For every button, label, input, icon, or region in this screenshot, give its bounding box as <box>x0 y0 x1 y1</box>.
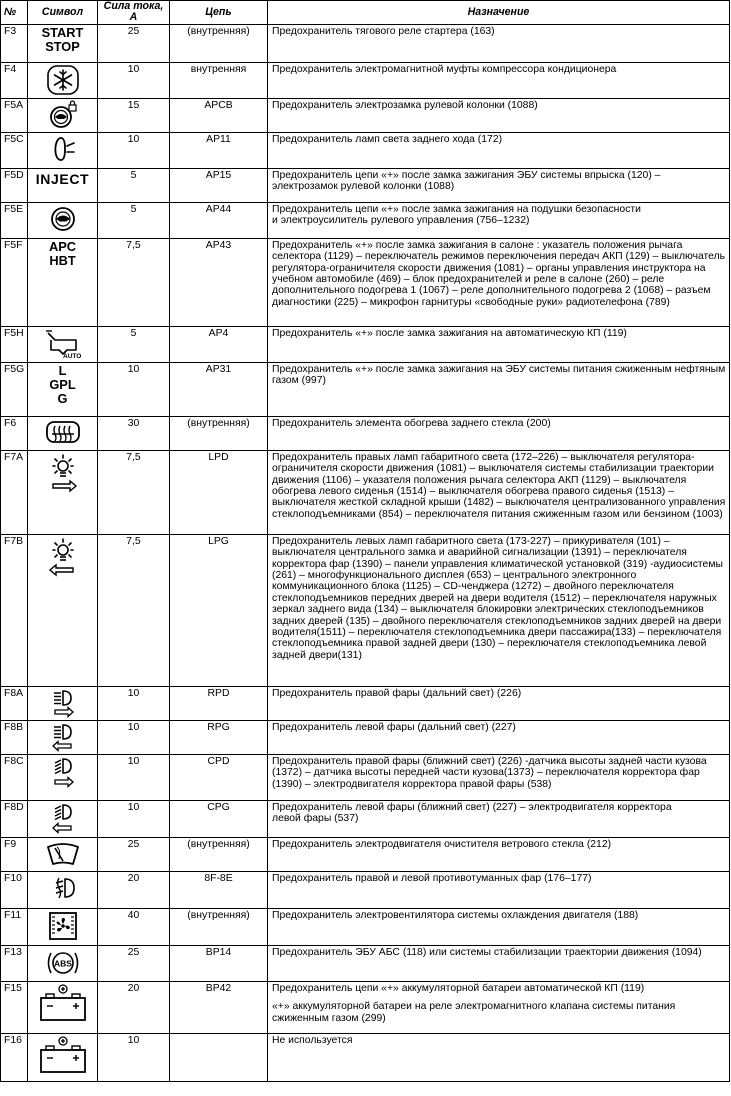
purpose-text: Предохранитель тягового реле стартера (163) <box>268 24 730 62</box>
purpose-text: Предохранитель электровентилятора системы охлаждения двигателя (188) <box>268 908 730 945</box>
fuse-number: F5G <box>1 362 28 416</box>
purpose-text: Предохранитель цепи «+» аккумуляторной батареи автоматической КП (119) <box>272 982 645 994</box>
circuit-code: (внутренняя) <box>170 416 268 450</box>
circuit-code: AP15 <box>170 168 268 202</box>
symbol-cell <box>28 168 98 202</box>
table-row <box>1 837 730 871</box>
fuse-number: F13 <box>1 945 28 981</box>
symbol-cell <box>28 720 98 754</box>
current-rating: 40 <box>98 908 170 945</box>
fuse-number: F10 <box>1 871 28 908</box>
purpose-text: Предохранитель элемента обогрева заднего стекла (200) <box>268 416 730 450</box>
current-rating: 5 <box>98 168 170 202</box>
circuit-code: CPD <box>170 754 268 800</box>
side-light-left-icon <box>45 536 81 578</box>
table-row <box>1 720 730 754</box>
purpose-text: Предохранитель электродвигателя очистителя ветрового стекла (212) <box>268 837 730 871</box>
purpose-text: Предохранитель правой фары (ближний свет) (226) -датчика высоты задней части кузова (1372) – датчика высоты передней части кузова(1373) – переключателя корректора фар (1390) – электродвигателя корректора правой фары (538) <box>268 754 730 800</box>
high-beam-left-icon <box>45 722 81 752</box>
purpose-text: Предохранитель левых ламп габаритного света (173-227) – прикуривателя (101) – выключателя центрального замка и аварийной сигнализации (1391) – переключателя корректора фар (1390) – панели управления климатической установкой (319) -аудиосистемы (261) – многофункционального дисплея (653) – центрального электронного коммуникационного блока (1125) – CD-ченджера (1272) – двойного переключателя стеклоподъемников передних дверей на двери водителя (1512) – переключателя наружных зеркал заднего вида (134) – выключателя блокировки электрических стеклоподъемников задних дверей (135) – двойного переключателя стеклоподъемников задних дверей на двери водителя(1511) – переключателя стеклоподъемника двери пассажира(133) – переключателя стеклоподъемника правой задней двери (130) – переключателя стеклоподъемника левой задней двери(131) <box>268 534 730 686</box>
table-row <box>1 24 730 62</box>
symbol-text: START STOP <box>41 24 84 54</box>
current-rating: 10 <box>98 686 170 720</box>
wiper-icon <box>44 839 82 869</box>
purpose-text: Предохранитель «+» после замка зажигания на ЭБУ системы питания сжиженным нефтяным газом (997) <box>268 362 730 416</box>
side-light-right-icon <box>45 452 81 494</box>
fuse-number: F5A <box>1 98 28 132</box>
symbol-cell <box>28 1033 98 1081</box>
table-row <box>1 981 730 1033</box>
table-row <box>1 168 730 202</box>
table-row <box>1 238 730 326</box>
purpose-text: Предохранитель правой фары (дальний свет) (226) <box>268 686 730 720</box>
symbol-cell <box>28 416 98 450</box>
purpose-text: Предохранитель «+» после замка зажигания в салоне : указатель положения рычага селектора (1129) – переключатель режимов переключения передач АКП (129) – выключатель регулятора-ограничителя скорости движения (1081) – органы управления инструктора на учебном автомобиле (469) – блок предохранителей и реле в салоне (260) – реле дополнительного подогрева 1 (1067) – реле дополнительного подогрева 2 (1068) – разъем диагностики (225) – микрофон гарнитуры «свободные руки» радиотелефона (789) <box>268 238 730 326</box>
purpose-text: Предохранитель ЭБУ АБС (118) или системы стабилизации траектории движения (1094) <box>268 945 730 981</box>
current-rating: 10 <box>98 720 170 754</box>
circuit-code: BP42 <box>170 981 268 1033</box>
abs-icon <box>45 947 81 979</box>
current-rating: 10 <box>98 362 170 416</box>
purpose-text: Предохранитель цепи «+» после замка зажигания на подушки безопасности и электроусилитель рулевого управления (756–1232) <box>268 202 730 238</box>
low-beam-left-icon <box>45 802 81 834</box>
fuse-number: F4 <box>1 62 28 98</box>
header-no: № <box>1 1 28 25</box>
circuit-code: RPD <box>170 686 268 720</box>
current-rating: 15 <box>98 98 170 132</box>
current-rating: 10 <box>98 754 170 800</box>
fuse-number: F7A <box>1 450 28 534</box>
steering-wheel-icon <box>45 204 81 234</box>
fuse-number: F5F <box>1 238 28 326</box>
symbol-text: L GPL G <box>49 362 76 406</box>
circuit-code: RPG <box>170 720 268 754</box>
symbol-cell <box>28 800 98 837</box>
current-rating: 5 <box>98 202 170 238</box>
header-symbol: Символ <box>28 1 98 25</box>
symbol-cell <box>28 837 98 871</box>
table-row <box>1 132 730 168</box>
fuse-number: F5C <box>1 132 28 168</box>
purpose-text: Предохранитель левой фары (дальний свет) (227) <box>268 720 730 754</box>
header-current: Сила тока, А <box>98 1 170 25</box>
symbol-cell <box>28 132 98 168</box>
current-rating: 25 <box>98 837 170 871</box>
circuit-code: (внутренняя) <box>170 908 268 945</box>
table-row <box>1 1033 730 1081</box>
current-rating: 10 <box>98 132 170 168</box>
purpose-text: Предохранитель цепи «+» после замка зажигания ЭБУ системы впрыска (120) – электрозамок рулевой колонки (1088) <box>268 168 730 202</box>
auto-gearbox-icon <box>43 328 83 359</box>
table-header-row <box>1 1 730 25</box>
cooling-fan-icon <box>45 910 81 942</box>
symbol-text: INJECT <box>35 170 90 187</box>
table-row <box>1 326 730 362</box>
fuse-number: F6 <box>1 416 28 450</box>
symbol-cell <box>28 945 98 981</box>
purpose-text: Предохранитель левой фары (ближний свет) (227) – электродвигателя корректора левой фары (537) <box>268 800 730 837</box>
circuit-code: внутренняя <box>170 62 268 98</box>
current-rating: 5 <box>98 326 170 362</box>
steering-lock-icon <box>45 100 81 130</box>
symbol-cell <box>28 908 98 945</box>
current-rating: 20 <box>98 871 170 908</box>
fog-lamp-icon <box>44 873 82 903</box>
reverse-lamp-icon <box>45 134 81 164</box>
header-circuit: Цепь <box>170 1 268 25</box>
header-purpose: Назначение <box>268 1 730 25</box>
table-row <box>1 800 730 837</box>
purpose-cell <box>268 981 730 1033</box>
fuse-number: F11 <box>1 908 28 945</box>
purpose-text: Предохранитель ламп света заднего хода (172) <box>268 132 730 168</box>
symbol-cell <box>28 871 98 908</box>
abs-label: ABS <box>53 958 72 969</box>
fuse-number: F7B <box>1 534 28 686</box>
current-rating: 7,5 <box>98 450 170 534</box>
auto-label: AUTO <box>62 352 81 359</box>
symbol-cell <box>28 98 98 132</box>
circuit-code: 8F-8E <box>170 871 268 908</box>
purpose-text: Предохранитель электрозамка рулевой колонки (1088) <box>268 98 730 132</box>
table-row <box>1 450 730 534</box>
circuit-code <box>170 1033 268 1081</box>
symbol-cell <box>28 62 98 98</box>
table-row <box>1 754 730 800</box>
fuse-number: F8C <box>1 754 28 800</box>
fuse-number: F8B <box>1 720 28 754</box>
rear-defrost-icon <box>43 418 83 446</box>
symbol-cell <box>28 24 98 62</box>
fuse-number: F3 <box>1 24 28 62</box>
purpose-text: Предохранитель правой и левой противотуманных фар (176–177) <box>268 871 730 908</box>
purpose-text: Предохранитель «+» после замка зажигания на автоматическую КП (119) <box>268 326 730 362</box>
purpose-text: Не используется <box>268 1033 730 1081</box>
current-rating: 10 <box>98 1033 170 1081</box>
fuse-number: F5E <box>1 202 28 238</box>
current-rating: 7,5 <box>98 534 170 686</box>
circuit-code: LPG <box>170 534 268 686</box>
table-row <box>1 62 730 98</box>
low-beam-right-icon <box>45 756 81 788</box>
table-row <box>1 908 730 945</box>
current-rating: 10 <box>98 62 170 98</box>
symbol-cell <box>28 686 98 720</box>
symbol-cell <box>28 238 98 326</box>
table-row <box>1 202 730 238</box>
table-row <box>1 871 730 908</box>
circuit-code: CPG <box>170 800 268 837</box>
symbol-cell <box>28 450 98 534</box>
purpose-text-extra: «+» аккумуляторной батареи на реле электромагнитного клапана системы питания сжиженным газом (299) <box>272 1001 676 1024</box>
symbol-cell <box>28 534 98 686</box>
fuse-number: F8A <box>1 686 28 720</box>
circuit-code: AP31 <box>170 362 268 416</box>
fuse-number: F8D <box>1 800 28 837</box>
circuit-code: (внутренняя) <box>170 837 268 871</box>
circuit-code: APCB <box>170 98 268 132</box>
current-rating: 20 <box>98 981 170 1033</box>
fuse-number: F15 <box>1 981 28 1033</box>
table-row <box>1 945 730 981</box>
circuit-code: AP4 <box>170 326 268 362</box>
snowflake-icon <box>45 64 81 96</box>
fuse-number: F5D <box>1 168 28 202</box>
table-row <box>1 534 730 686</box>
circuit-code: (внутренняя) <box>170 24 268 62</box>
current-rating: 25 <box>98 24 170 62</box>
fuse-number: F16 <box>1 1033 28 1081</box>
current-rating: 25 <box>98 945 170 981</box>
table-row <box>1 98 730 132</box>
circuit-code: BP14 <box>170 945 268 981</box>
symbol-cell <box>28 202 98 238</box>
table-row <box>1 416 730 450</box>
circuit-code: AP44 <box>170 202 268 238</box>
symbol-cell <box>28 362 98 416</box>
circuit-code: AP43 <box>170 238 268 326</box>
table-row <box>1 362 730 416</box>
battery-icon <box>35 1035 91 1075</box>
symbol-cell <box>28 326 98 362</box>
purpose-text: Предохранитель правых ламп габаритного света (172–226) – выключателя регулятора-ограничителя скорости движения (1081) – выключателя системы стабилизации траектории движения (1106) – указателя положения рычага селектора АКП (1129) – выключателя обогрева левого сиденья (1514) – выключателя обогрева правого сиденья (1513) – выключателя жесткой складной крыши (1482) – выключателя централизованного управления стеклоподъемниками (854) – переключателя питания сжиженным газом или бензином (1003) <box>268 450 730 534</box>
fuse-number: F9 <box>1 837 28 871</box>
table-row <box>1 686 730 720</box>
battery-icon <box>35 983 91 1023</box>
current-rating: 7,5 <box>98 238 170 326</box>
circuit-code: LPD <box>170 450 268 534</box>
circuit-code: AP11 <box>170 132 268 168</box>
fuse-number: F5H <box>1 326 28 362</box>
current-rating: 30 <box>98 416 170 450</box>
symbol-text: APC HBT <box>48 238 77 268</box>
purpose-text: Предохранитель электромагнитной муфты компрессора кондиционера <box>268 62 730 98</box>
symbol-cell <box>28 981 98 1033</box>
current-rating: 10 <box>98 800 170 837</box>
symbol-cell <box>28 754 98 800</box>
high-beam-right-icon <box>45 688 81 718</box>
